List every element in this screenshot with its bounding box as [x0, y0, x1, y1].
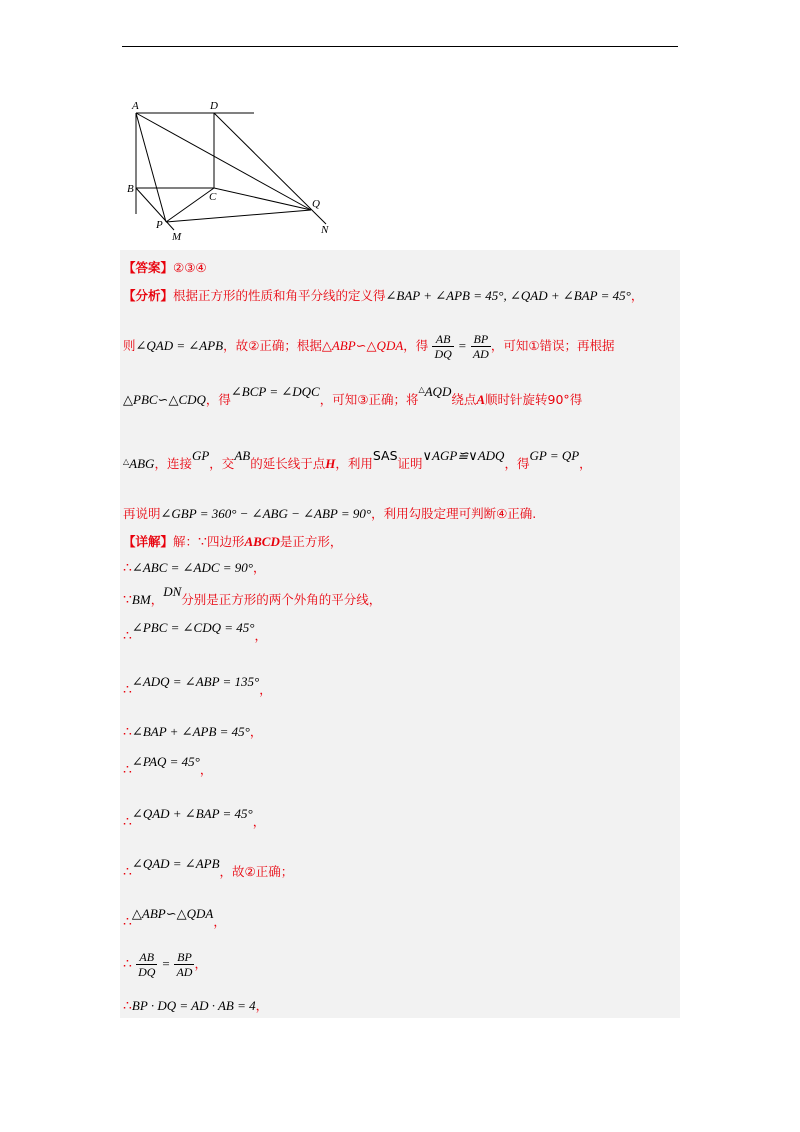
line-pq: [166, 210, 311, 222]
label-m: M: [172, 231, 182, 243]
detail-line-11: ∴ $\frac{AB}{DQ}$ = $\frac{BP}{AD}$ ，: [123, 950, 207, 979]
detail-line-7: ∴∠PAQ = 45°，: [123, 754, 213, 778]
detail-line-10: ∴△ABP∽△QDA，: [123, 906, 226, 930]
geometry-figure: [126, 96, 346, 246]
line-bm: [136, 188, 174, 230]
line-ap: [136, 113, 166, 222]
answer-line: [123, 258, 207, 276]
detail-line-6: ∴∠BAP + ∠APB = 45°，: [123, 724, 263, 740]
detail-line-2: ∴∠ABC = ∠ADC = 90°，: [123, 560, 266, 576]
label-b: B: [127, 183, 134, 195]
fraction-bp-ad: $\frac{BP}{AD}$: [472, 332, 489, 361]
line-aq: [136, 113, 311, 210]
line-cq: [214, 188, 311, 210]
line-dn: [214, 113, 326, 224]
fraction-ab-dq: $\frac{AB}{DQ}$: [434, 332, 452, 361]
analysis-equation-1: ∠BAP + ∠APB = 45°, ∠QAD + ∠BAP = 45°: [385, 288, 631, 303]
detail-line-3: ∵BM，DN分别是正方形的两个外角的平分线，: [123, 584, 382, 608]
detail-line-4: ∴∠PBC = ∠CDQ = 45°，: [123, 620, 267, 644]
analysis-line-2: 则∠QAD = ∠APB，故②正确；根据△ABP∽△QDA，得 $\frac{AB}{DQ}$ = $\frac{BP}{AD}$ ，可知①错误；再根据: [123, 332, 615, 361]
label-a: A: [132, 100, 139, 112]
label-p: P: [156, 219, 163, 231]
analysis-tag: 【分析】: [123, 288, 174, 303]
label-n: N: [321, 224, 329, 236]
analysis-line-1: 【分析】根据正方形的性质和角平分线的定义得∠BAP + ∠APB = 45°, ∠QAD + ∠BAP = 45°，: [123, 288, 644, 303]
detail-line-8: ∴∠QAD + ∠BAP = 45°，: [123, 806, 266, 830]
analysis-line-5: 再说明∠GBP = 360° − ∠ABG − ∠ABP = 90°，利用勾股定理可判断④正确.: [123, 506, 537, 521]
top-rule: [122, 46, 678, 47]
fraction-bp-ad-detail: $\frac{BP}{AD}$: [176, 950, 193, 979]
detail-line-5: ∴∠ADQ = ∠ABP = 135°，: [123, 674, 272, 698]
detail-line-12: ∴BP · DQ = AD · AB = 4，: [123, 998, 269, 1014]
detail-line-1: 【详解】解：∵四边形ABCD是正方形，: [123, 534, 343, 550]
fraction-ab-dq-detail: $\frac{AB}{DQ}$: [138, 950, 156, 979]
solution-panel: [120, 250, 680, 1018]
detail-line-9: ∴∠QAD = ∠APB，故②正确；: [123, 856, 294, 880]
label-d: D: [210, 100, 218, 112]
analysis-line-3: △PBC∽△CDQ，得∠BCP = ∠DQC，可知③正确；将△AQD绕点A顺时针旋转90°得: [123, 384, 583, 407]
answer-tag: 【答案】: [123, 260, 174, 275]
label-q: Q: [312, 198, 320, 210]
detail-tag: 【详解】: [123, 534, 174, 549]
answer-value: ②③④: [173, 260, 207, 275]
label-c: C: [209, 191, 217, 203]
line-pc: [166, 188, 214, 222]
analysis-line-4: △ABG，连接GP，交AB的延长线于点H，利用SAS证明∨AGP≌∨ADQ，得GP = QP，: [123, 448, 592, 471]
